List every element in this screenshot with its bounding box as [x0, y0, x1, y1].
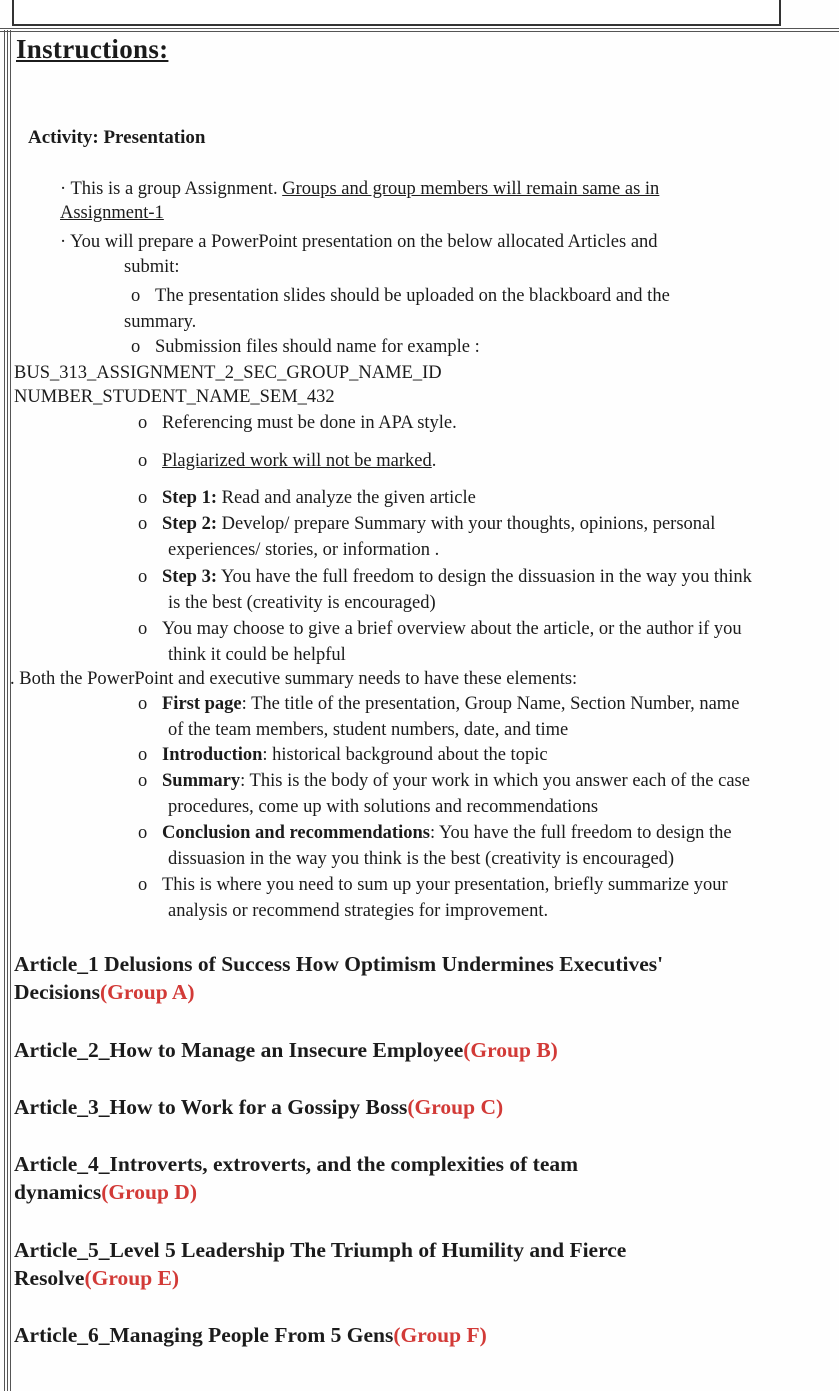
subitem-naming: o Submission files should name for example :	[131, 337, 480, 357]
subitem-plagiarism: o Plagiarized work will not be marked.	[138, 451, 437, 471]
circle-bullet-icon: o	[138, 694, 148, 714]
circle-bullet-icon: o	[131, 286, 141, 306]
bullet-powerpoint: · You will prepare a PowerPoint presentation on the below allocated Articles and	[60, 232, 658, 252]
bullet-dot-icon: ·	[60, 232, 67, 252]
circle-bullet-icon: o	[138, 451, 148, 471]
bullet-dot-icon: ·	[60, 179, 67, 199]
filename-example-line2: NUMBER_STUDENT_NAME_SEM_432	[14, 387, 335, 407]
element-sumup: o This is where you need to sum up your presentation, briefly summarize your	[138, 875, 728, 895]
subitem-overview: o You may choose to give a brief overview about the article, or the author if you	[138, 619, 742, 639]
element-first-page-cont: of the team members, student numbers, date, and time	[168, 720, 569, 740]
subitem-upload-cont: summary.	[124, 312, 197, 332]
circle-bullet-icon: o	[138, 488, 148, 508]
filename-example-line1: BUS_313_ASSIGNMENT_2_SEC_GROUP_NAME_ID	[14, 363, 442, 383]
article-3: Article_3_How to Work for a Gossipy Boss(Group C)	[14, 1095, 504, 1119]
subitem-overview-cont: think it could be helpful	[168, 645, 346, 665]
element-sumup-cont: analysis or recommend strategies for improvement.	[168, 901, 549, 921]
divider-line	[0, 31, 839, 32]
left-border-line	[10, 30, 11, 1391]
element-summary-cont: procedures, come up with solutions and recommendations	[168, 797, 599, 817]
subitem-upload: o The presentation slides should be uploaded on the blackboard and the	[131, 286, 670, 306]
subitem-apa: o Referencing must be done in APA style.	[138, 413, 457, 433]
bullet-group-assignment: · This is a group Assignment. Groups and group members will remain same as in	[60, 179, 660, 199]
circle-bullet-icon: o	[138, 875, 148, 895]
circle-bullet-icon: o	[138, 619, 148, 639]
top-frame-box	[12, 0, 781, 26]
bullet-powerpoint-cont: submit:	[124, 257, 180, 277]
left-border-line	[7, 30, 8, 1391]
article-2: Article_2_How to Manage an Insecure Employee(Group B)	[14, 1038, 558, 1062]
element-introduction: o Introduction: historical background about the topic	[138, 745, 548, 765]
article-6: Article_6_Managing People From 5 Gens(Group F)	[14, 1323, 487, 1347]
article-4: Article_4_Introverts, extroverts, and the complexities of team dynamics(Group D)	[14, 1152, 579, 1204]
divider-line	[0, 28, 839, 29]
step-2-cont: experiences/ stories, or information .	[168, 540, 440, 560]
circle-bullet-icon: o	[131, 337, 141, 357]
group-label: (Group E)	[84, 1266, 180, 1290]
element-first-page: o First page: The title of the presentation, Group Name, Section Number, name	[138, 694, 740, 714]
element-conclusion-cont: dissuasion in the way you think is the best (creativity is encouraged)	[168, 849, 675, 869]
element-summary: o Summary: This is the body of your work in which you answer each of the case	[138, 771, 750, 791]
group-label: (Group D)	[101, 1180, 197, 1204]
circle-bullet-icon: o	[138, 514, 148, 534]
step-3-cont: is the best (creativity is encouraged)	[168, 593, 436, 613]
article-1: Article_1 Delusions of Success How Optimism Undermines Executives' Decisions(Group A)	[14, 952, 664, 1004]
group-label: (Group C)	[407, 1095, 504, 1119]
circle-bullet-icon: o	[138, 567, 148, 587]
element-conclusion: o Conclusion and recommendations: You have the full freedom to design the	[138, 823, 732, 843]
step-1: o Step 1: Read and analyze the given article	[138, 488, 476, 508]
page-title: Instructions:	[16, 34, 169, 64]
circle-bullet-icon: o	[138, 823, 148, 843]
group-label: (Group A)	[100, 980, 195, 1004]
step-3: o Step 3: You have the full freedom to design the dissuasion in the way you think	[138, 567, 752, 587]
bullet-group-assignment-cont: Assignment-1	[60, 203, 164, 223]
article-5: Article_5_Level 5 Leadership The Triumph of Humility and Fierce Resolve(Group E)	[14, 1238, 627, 1290]
circle-bullet-icon: o	[138, 771, 148, 791]
group-label: (Group B)	[463, 1038, 558, 1062]
left-border-line	[4, 30, 5, 1391]
step-2: o Step 2: Develop/ prepare Summary with your thoughts, opinions, personal	[138, 514, 716, 534]
group-label: (Group F)	[393, 1323, 487, 1347]
elements-intro: . Both the PowerPoint and executive summary needs to have these elements:	[10, 669, 578, 689]
circle-bullet-icon: o	[138, 745, 148, 765]
circle-bullet-icon: o	[138, 413, 148, 433]
activity-heading: Activity: Presentation	[28, 127, 206, 148]
